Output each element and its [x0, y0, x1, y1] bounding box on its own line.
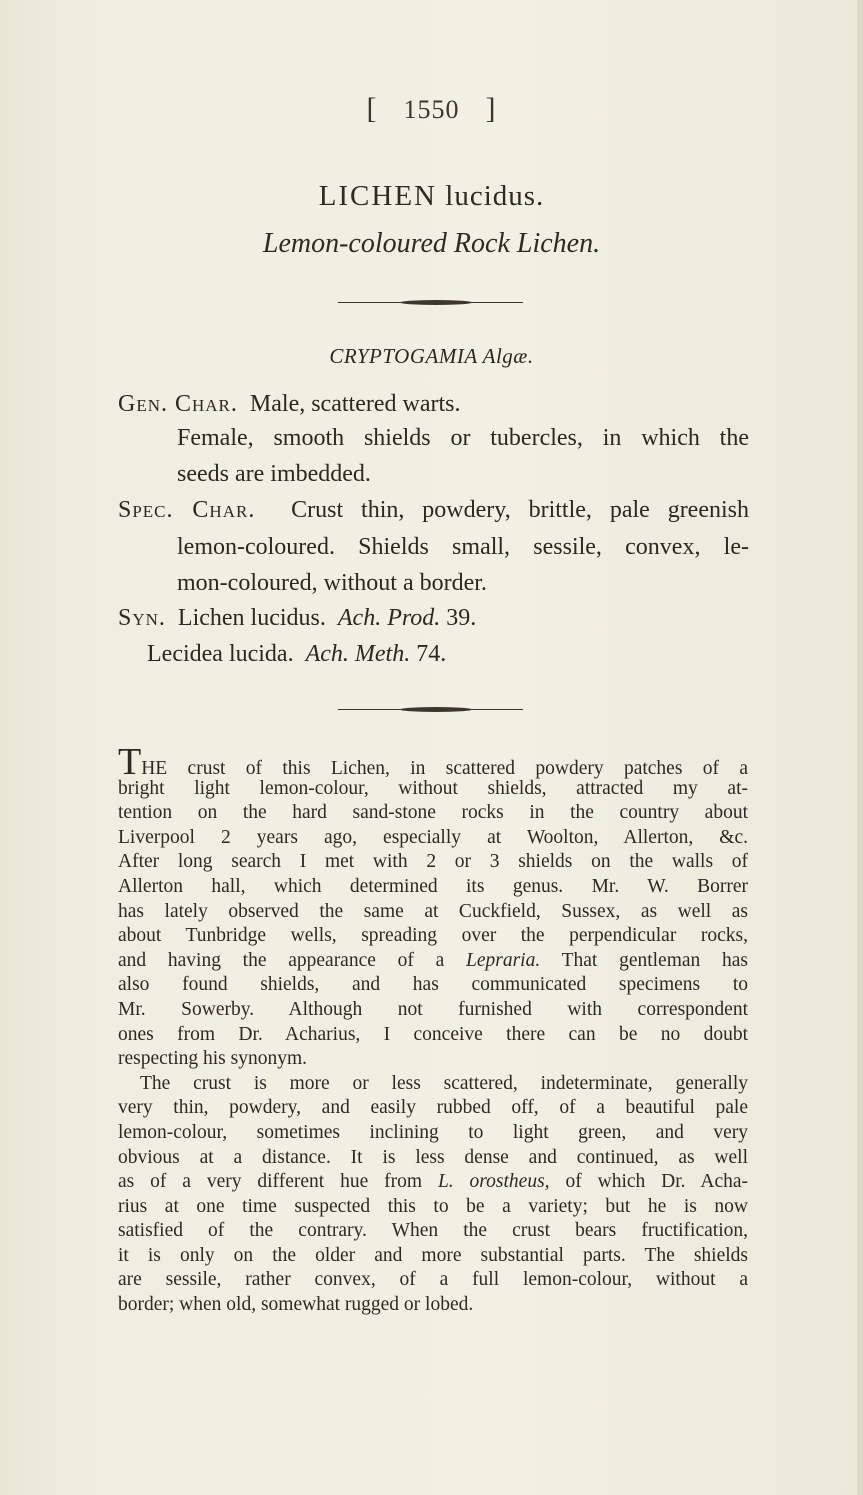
- spec-char-label: Spec. Char.: [118, 497, 256, 523]
- syn1-ref: Ach. Prod.: [337, 605, 441, 631]
- synonym-line2: [147, 641, 446, 668]
- gen-char-text1: Male, scattered warts.: [249, 391, 461, 417]
- ornamental-rule-bottom: [338, 706, 523, 714]
- body-line: has lately observed the same at Cuckfield, Sussex, as well as: [118, 900, 748, 922]
- body-line: satisfied of the contrary. When the crust bears fructification,: [118, 1220, 748, 1242]
- body-line: it is only on the older and more substantial parts. The shields: [118, 1244, 748, 1266]
- gen-char-line1: [118, 391, 460, 418]
- classification: CRYPTOGAMIA Algæ.: [329, 344, 534, 368]
- page-edge: [857, 0, 863, 1495]
- body-line: ones from Dr. Acharius, I conceive there can be no doubt: [118, 1023, 748, 1045]
- genus-reference: Lepraria.: [466, 949, 541, 971]
- gen-char-line2: Female, smooth shields or tubercles, in which the: [177, 425, 749, 451]
- body-text: [118, 741, 749, 1318]
- body-line: bright light lemon-colour, without shields, attracted my at-: [118, 777, 748, 799]
- gen-char-line3: seeds are imbedded.: [177, 461, 371, 487]
- spec-char-line1: [118, 497, 749, 524]
- syn2-name: Lecidea lucida.: [147, 641, 294, 667]
- body-line: respecting his synonym.: [118, 1048, 308, 1070]
- syn2-page: 74.: [416, 641, 447, 667]
- body-line: are sessile, rather convex, of a full lemon-colour, without a: [118, 1269, 748, 1291]
- body-line: also found shields, and has communicated specimens to: [118, 974, 748, 996]
- synonym-line1: [118, 605, 476, 632]
- spec-char-line3: mon-coloured, without a border.: [177, 570, 487, 596]
- syn1-page: 39.: [446, 605, 477, 631]
- body-line: Liverpool 2 years ago, especially at Woolton, Allerton, &c.: [118, 826, 748, 848]
- page-number: 1550: [403, 95, 460, 124]
- body-line: about Tunbridge wells, spreading over the perpendicular rocks,: [118, 925, 748, 947]
- body-line: lemon-colour, sometimes inclining to light green, and very: [118, 1121, 748, 1143]
- body-line: border; when old, somewhat rugged or lobed.: [118, 1294, 474, 1316]
- ornamental-rule-top: [338, 299, 523, 307]
- syn2-ref: Ach. Meth.: [305, 641, 411, 667]
- common-name: Lemon-coloured Rock Lichen.: [262, 228, 601, 259]
- body-line: After long search I met with 2 or 3 shields on the walls of: [118, 851, 748, 873]
- body-line: and having the appearance of a Lepraria. That gentleman has: [118, 949, 749, 971]
- body-line: The crust is more or less scattered, indeterminate, generally: [140, 1072, 748, 1094]
- page-title: [0, 180, 863, 213]
- spec-char-line2: lemon-coloured. Shields small, sessile, convex, le-: [177, 534, 749, 560]
- body-line: Mr. Sowerby. Although not furnished with correspondent: [118, 998, 748, 1020]
- bracket-open: [: [366, 92, 378, 125]
- syn-label: Syn.: [118, 605, 166, 631]
- body-line: very thin, powdery, and easily rubbed off, of a beautiful pale: [118, 1097, 748, 1119]
- drop-cap: T: [118, 741, 142, 783]
- page-number-header: [0, 92, 863, 126]
- body-line: as of a very different hue from L. orostheus, of which Dr. Acha-: [118, 1171, 749, 1193]
- body-line: rius at one time suspected this to be a variety; but he is now: [118, 1195, 748, 1217]
- body-line: THE crust of this Lichen, in scattered powdery patches of a: [118, 741, 748, 783]
- bracket-close: ]: [485, 92, 497, 125]
- species-reference: L. orostheus,: [437, 1171, 550, 1193]
- spec-char-text1: Crust thin, powdery, brittle, pale greenish: [291, 497, 749, 523]
- body-line: Allerton hall, which determined its genus. Mr. W. Borrer: [118, 875, 748, 897]
- syn1-name: Lichen lucidus.: [177, 605, 326, 631]
- body-line: tention on the hard sand-stone rocks in the country about: [118, 802, 748, 824]
- title-genus: LICHEN: [318, 180, 438, 212]
- body-line: obvious at a distance. It is less dense and continued, as well: [118, 1146, 748, 1168]
- gen-char-label: Gen. Char.: [118, 391, 238, 417]
- title-species: lucidus.: [445, 180, 545, 212]
